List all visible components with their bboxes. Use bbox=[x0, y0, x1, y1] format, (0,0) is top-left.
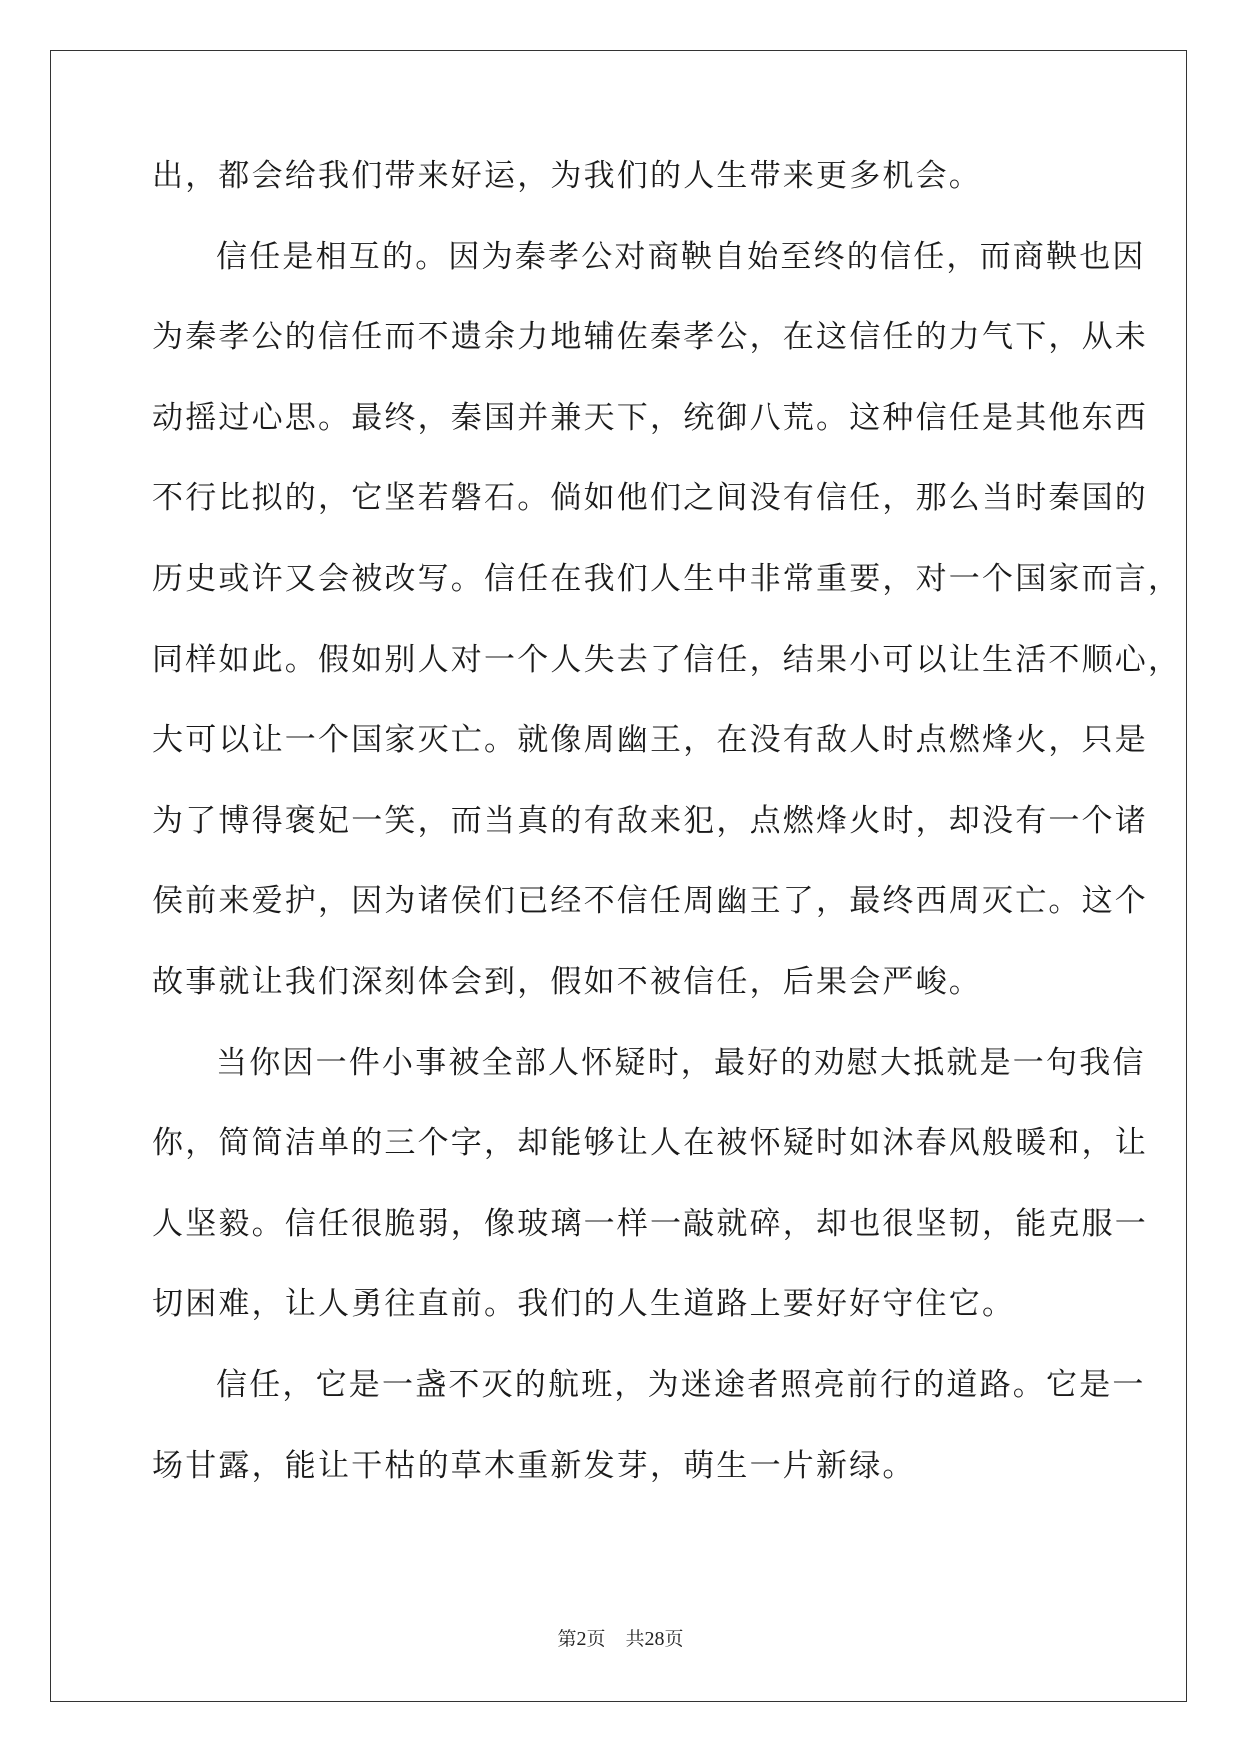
text-line: 历史或许又会被改写。信任在我们人生中非常重要，对一个国家而言， bbox=[152, 560, 1182, 597]
page-suffix: 页 bbox=[586, 1628, 606, 1650]
total-prefix: 共 bbox=[625, 1628, 645, 1650]
page-footer bbox=[0, 1624, 1241, 1651]
text-line: 故事就让我们深刻体会到，假如不被信任，后果会严峻。 bbox=[152, 963, 982, 1000]
text-line: 为了博得褒妃一笑，而当真的有敌来犯，点燃烽火时，却没有一个诸 bbox=[152, 802, 1148, 839]
text-line: 你，简简洁单的三个字，却能够让人在被怀疑时如沐春风般暖和，让 bbox=[152, 1125, 1148, 1162]
text-line: 切困难，让人勇往直前。我们的人生道路上要好好守住它。 bbox=[152, 1286, 1016, 1323]
page-number: 2 bbox=[576, 1628, 587, 1650]
page-prefix: 第 bbox=[557, 1628, 577, 1650]
text-line: 不行比拟的，它坚若磐石。倘如他们之间没有信任，那么当时秦国的 bbox=[152, 480, 1148, 517]
text-line: 信任是相互的。因为秦孝公对商鞅自始至终的信任，而商鞅也因 bbox=[216, 238, 1146, 275]
total-pages: 28 bbox=[644, 1628, 665, 1650]
text-line: 动摇过心思。最终，秦国并兼天下，统御八荒。这种信任是其他东西 bbox=[152, 399, 1148, 436]
text-line: 信任，它是一盏不灭的航班，为迷途者照亮前行的道路。它是一 bbox=[216, 1366, 1146, 1403]
total-suffix: 页 bbox=[664, 1628, 684, 1650]
document-body bbox=[152, 158, 1182, 1530]
text-line: 场甘露，能让干枯的草木重新发芽，萌生一片新绿。 bbox=[152, 1447, 916, 1484]
text-line: 人坚毅。信任很脆弱，像玻璃一样一敲就碎，却也很坚韧，能克服一 bbox=[152, 1205, 1148, 1242]
text-line: 为秦孝公的信任而不遗余力地辅佐秦孝公，在这信任的力气下，从未 bbox=[152, 319, 1148, 356]
text-line: 大可以让一个国家灭亡。就像周幽王，在没有敌人时点燃烽火，只是 bbox=[152, 722, 1148, 759]
text-line: 当你因一件小事被全部人怀疑时，最好的劝慰大抵就是一句我信 bbox=[216, 1044, 1146, 1081]
text-line: 侯前来爱护，因为诸侯们已经不信任周幽王了，最终西周灭亡。这个 bbox=[152, 883, 1148, 920]
text-line: 出，都会给我们带来好运，为我们的人生带来更多机会。 bbox=[152, 158, 982, 194]
text-line: 同样如此。假如别人对一个人失去了信任，结果小可以让生活不顺心， bbox=[152, 641, 1182, 678]
